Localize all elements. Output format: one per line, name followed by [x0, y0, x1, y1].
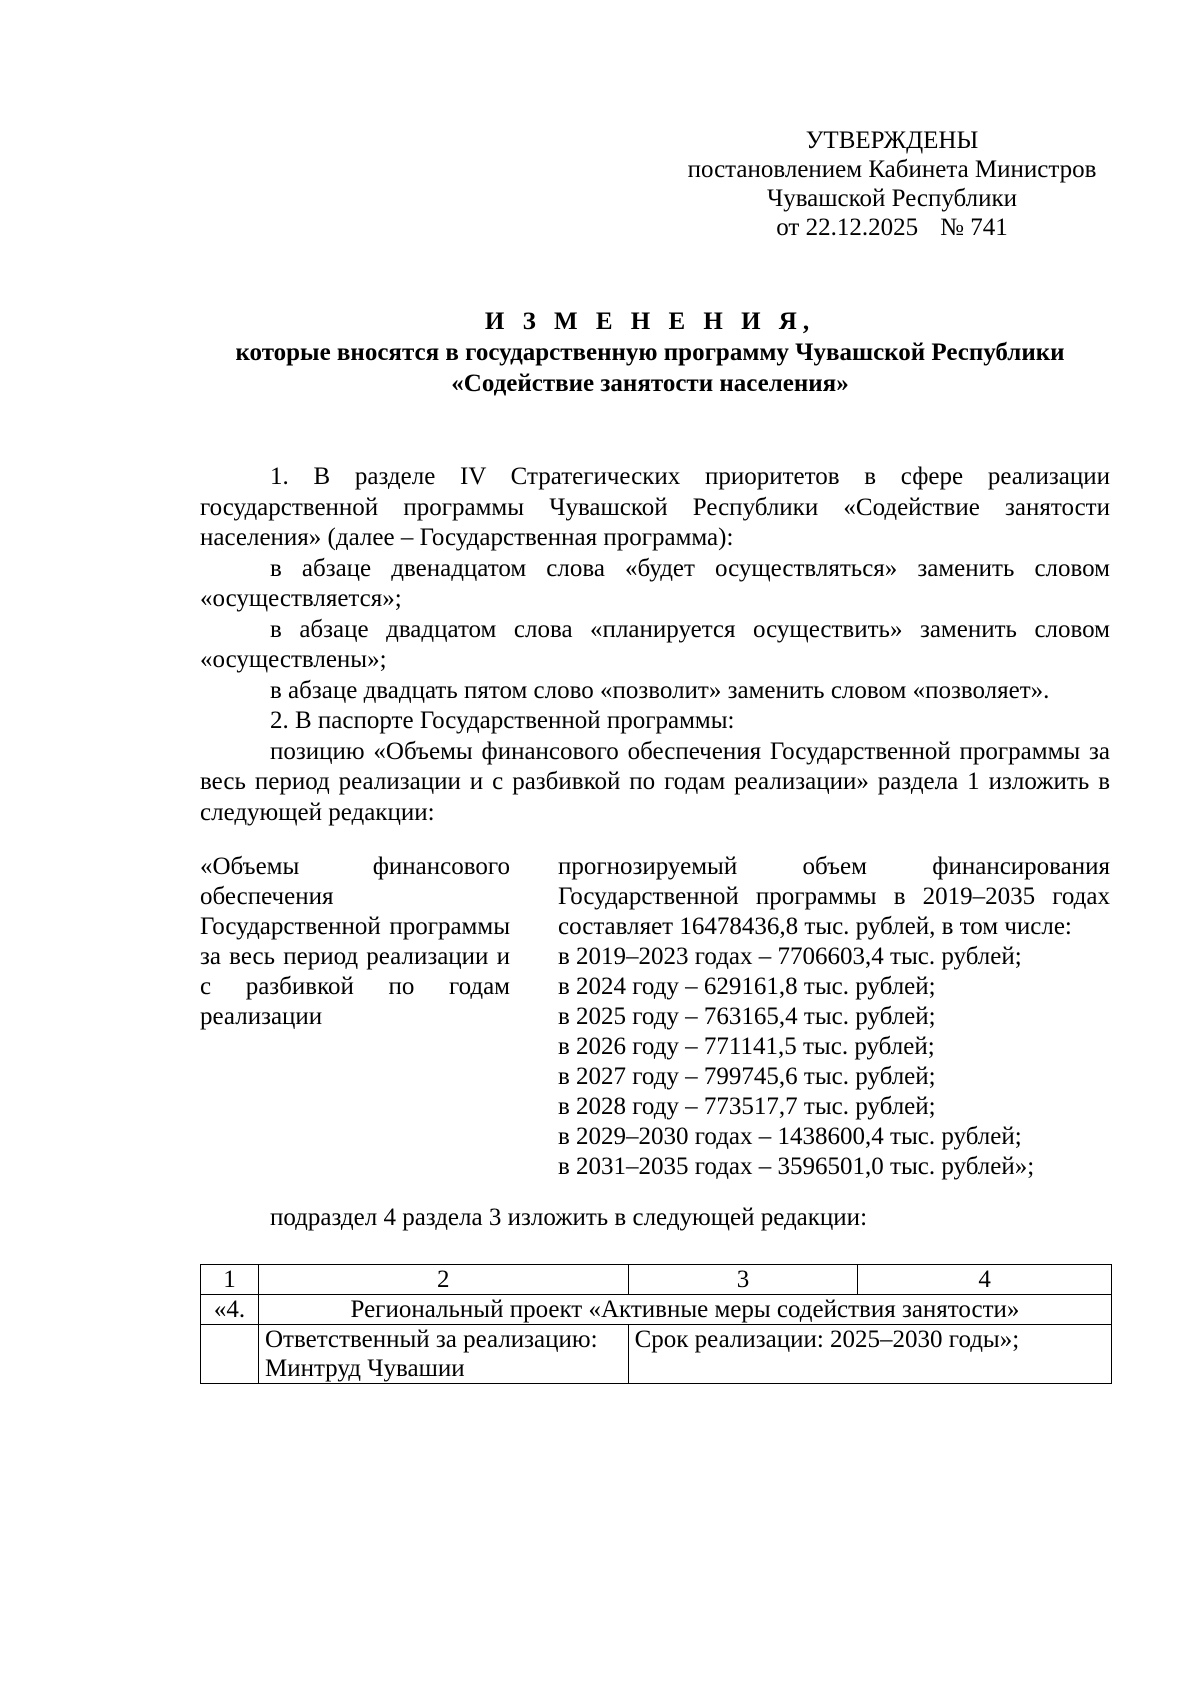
financing-year-line: в 2029–2030 годах – 1438600,4 тыс. рублей;	[558, 1123, 1022, 1150]
table-header-cell: 2	[258, 1265, 628, 1295]
responsible-value: Минтруд Чувашии	[264, 1355, 465, 1382]
approval-number: № 741	[940, 214, 1008, 241]
approval-authority: постановлением Кабинета Министров	[687, 156, 1097, 183]
table-row	[201, 1295, 1112, 1325]
approval-date: от 22.12.2025	[776, 214, 919, 241]
approval-republic: Чувашской Республики	[766, 185, 1018, 212]
document-body	[200, 462, 1110, 828]
table-project-name: Региональный проект «Активные меры содействия занятости»	[258, 1295, 1111, 1325]
approval-date-number	[672, 213, 1112, 242]
table-row-number: «4.	[201, 1295, 259, 1325]
approval-stamp	[672, 126, 1112, 242]
passport-position	[200, 852, 1110, 1182]
responsible-label: Ответственный за реализацию:	[264, 1326, 598, 1353]
financing-intro: прогнозируемый объем финансирования Государственной программы в 2019–2035 годах составляет 16478436,8 тыс. рублей, в том числе:	[558, 853, 1110, 940]
financing-year-line: в 2028 году – 773517,7 тыс. рублей;	[558, 1093, 936, 1120]
paragraph-4: в абзаце двадцать пятом слово «позволит» заменить словом «позволяет».	[270, 676, 1050, 704]
title-heading: И З М Е Н Е Н И Я,	[484, 308, 816, 335]
passport-position-value	[558, 852, 1110, 1182]
table-header-cell: 3	[628, 1265, 858, 1295]
approval-heading: УТВЕРЖДЕНЫ	[805, 127, 979, 154]
financing-year-line: в 2019–2023 годах – 7706603,4 тыс. рублей;	[558, 943, 1022, 970]
title-program-name: «Содействие занятости населения»	[451, 370, 849, 397]
table-header-row	[201, 1265, 1112, 1295]
table-row	[201, 1325, 1112, 1384]
table-header-cell: 1	[201, 1265, 259, 1295]
financing-year-line: в 2031–2035 годах – 3596501,0 тыс. рублей»;	[558, 1153, 1035, 1180]
financing-year-line: в 2026 году – 771141,5 тыс. рублей;	[558, 1033, 935, 1060]
paragraph-6: позицию «Объемы финансового обеспечения Государственной программы за весь период реализации и с разбивкой по годам реализации» раздела 1 изложить в следующей редакции:	[200, 737, 1110, 826]
financing-year-line: в 2025 году – 763165,4 тыс. рублей;	[558, 1003, 936, 1030]
table-responsible	[258, 1325, 628, 1384]
title-subheading: которые вносятся в государственную программу Чувашской Республики	[235, 339, 1065, 366]
table-term: Срок реализации: 2025–2030 годы»;	[628, 1325, 1111, 1384]
paragraph-1: 1. В разделе IV Стратегических приоритетов в сфере реализации государственной программы Чувашской Республики «Содействие занятости населения» (далее – Государственная программа):	[200, 463, 1110, 551]
financing-year-line: в 2024 году – 629161,8 тыс. рублей;	[558, 973, 936, 1000]
financing-year-line: в 2027 году – 799745,6 тыс. рублей;	[558, 1063, 936, 1090]
passport-position-label: «Объемы финансового обеспечения Государственной программы за весь период реализации и с разбивкой по годам реализации	[200, 853, 510, 1030]
project-table	[200, 1264, 1112, 1384]
paragraph-2: в абзаце двенадцатом слова «будет осуществляться» заменить словом «осуществляется»;	[200, 554, 1110, 612]
document-title	[190, 306, 1110, 399]
paragraph-5: 2. В паспорте Государственной программы:	[270, 707, 735, 734]
table-empty-cell	[201, 1325, 259, 1384]
subsection-instruction: подраздел 4 раздела 3 изложить в следующей редакции:	[270, 1204, 868, 1231]
table-header-cell: 4	[858, 1265, 1112, 1295]
paragraph-3: в абзаце двадцатом слова «планируется осуществить» заменить словом «осуществлены»;	[200, 615, 1110, 673]
